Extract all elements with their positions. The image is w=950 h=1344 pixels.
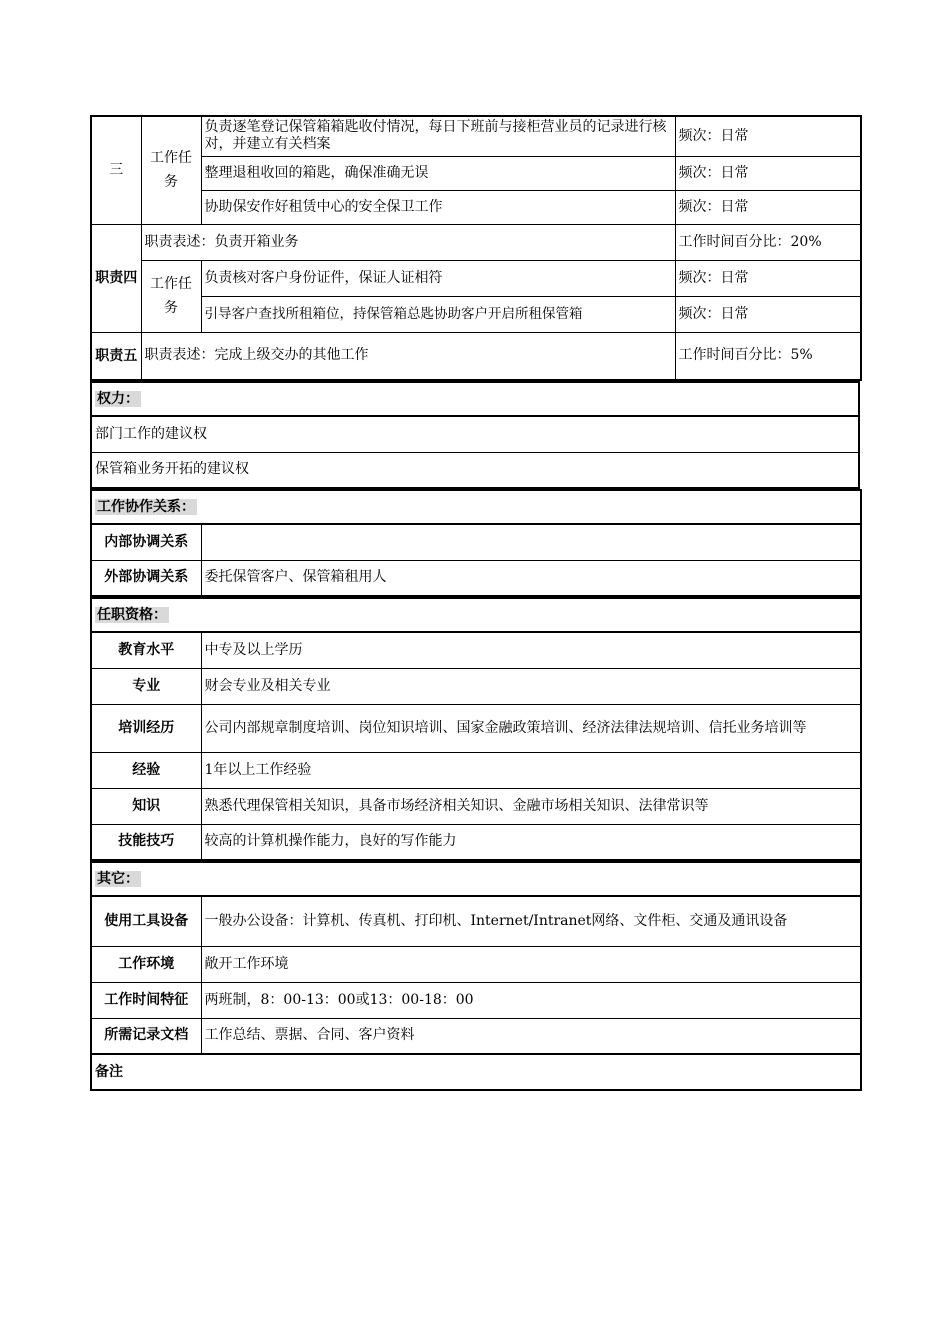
internal-coordination-row (91, 524, 861, 560)
qualification-label: 专业 (91, 668, 201, 704)
external-coordination-row (91, 560, 861, 596)
authority-item-text: 部门工作的建议权 (91, 416, 859, 452)
other-header-row (91, 862, 861, 896)
duty-four-task-text: 引导客户查找所租箱位，持保管箱总匙协助客户开启所租保管箱 (201, 296, 675, 332)
qualification-row (91, 704, 861, 752)
qualification-value: 财会专业及相关专业 (201, 668, 861, 704)
duty-five-statement: 职责表述：完成上级交办的其他工作 (141, 332, 675, 380)
other-row (91, 1018, 861, 1054)
qualification-label: 培训经历 (91, 704, 201, 752)
duty-four-task-row-2 (91, 296, 861, 332)
duty-three-task-freq: 频次：日常 (675, 116, 861, 156)
other-label: 工作环境 (91, 946, 201, 982)
qualifications-section-title (91, 598, 861, 632)
duty-five-label: 职责五 (91, 332, 141, 380)
qualifications-title-text: 任职资格： (97, 606, 167, 623)
other-row (91, 982, 861, 1018)
duties-table (90, 115, 862, 381)
duty-three-task-row-1 (91, 116, 861, 156)
duty-four-task-freq: 频次：日常 (675, 260, 861, 296)
qualification-label: 技能技巧 (91, 824, 201, 860)
duty-three-task-freq: 频次：日常 (675, 190, 861, 224)
duty-three-task-label: 工作任务 (141, 116, 201, 224)
qualification-value: 中专及以上学历 (201, 632, 861, 668)
qualification-value: 公司内部规章制度培训、岗位知识培训、国家金融政策培训、经济法律法规培训、信托业务培训等 (201, 704, 861, 752)
qualification-label: 教育水平 (91, 632, 201, 668)
internal-coordination-label: 内部协调关系 (91, 524, 201, 560)
authority-item (91, 416, 859, 452)
duty-three-task-text: 协助保安作好租赁中心的安全保卫工作 (201, 190, 675, 224)
other-row (91, 896, 861, 946)
duty-four-task-text: 负责核对客户身份证件，保证人证相符 (201, 260, 675, 296)
duty-three-task-freq: 频次：日常 (675, 156, 861, 190)
notes-row (91, 1054, 861, 1090)
qualification-label: 知识 (91, 788, 201, 824)
other-label: 使用工具设备 (91, 896, 201, 946)
qualification-value: 熟悉代理保管相关知识，具备市场经济相关知识、金融市场相关知识、法律常识等 (201, 788, 861, 824)
duty-three-task-row-3 (91, 190, 861, 224)
qualifications-header-row (91, 598, 861, 632)
qualification-row (91, 788, 861, 824)
qualification-label: 经验 (91, 752, 201, 788)
authority-item-text: 保管箱业务开拓的建议权 (91, 452, 859, 488)
other-section-title (91, 862, 861, 896)
authority-title-text: 权力： (97, 390, 139, 407)
qualification-row (91, 752, 861, 788)
duty-four-statement: 职责表述：负责开箱业务 (141, 224, 675, 260)
authority-table (90, 381, 860, 489)
duty-three-task-row-2 (91, 156, 861, 190)
qualification-row (91, 824, 861, 860)
other-table (90, 861, 862, 1091)
external-coordination-label: 外部协调关系 (91, 560, 201, 596)
duty-four-task-freq: 频次：日常 (675, 296, 861, 332)
internal-coordination-value (201, 524, 861, 560)
other-label: 工作时间特征 (91, 982, 201, 1018)
collaboration-header-row (91, 490, 861, 524)
qualification-value: 较高的计算机操作能力，良好的写作能力 (201, 824, 861, 860)
qualifications-table (90, 597, 862, 861)
authority-item (91, 452, 859, 488)
duty-three-label: 三 (91, 116, 141, 224)
duty-three-task-text: 整理退租收回的箱匙，确保准确无误 (201, 156, 675, 190)
other-value: 两班制，8：00-13：00或13：00-18：00 (201, 982, 861, 1018)
external-coordination-value: 委托保管客户、保管箱租用人 (201, 560, 861, 596)
authority-section-title (91, 382, 859, 416)
other-value: 敞开工作环境 (201, 946, 861, 982)
duty-four-label: 职责四 (91, 224, 141, 332)
duty-five-row (91, 332, 861, 380)
qualification-value: 1年以上工作经验 (201, 752, 861, 788)
other-title-text: 其它： (97, 870, 139, 887)
qualification-row (91, 668, 861, 704)
duty-four-percent: 工作时间百分比：20% (675, 224, 861, 260)
duty-five-percent: 工作时间百分比：5% (675, 332, 861, 380)
collaboration-table (90, 489, 862, 597)
notes-title: 备注 (91, 1054, 861, 1090)
authority-header-row (91, 382, 859, 416)
collaboration-title-text: 工作协作关系： (97, 498, 195, 515)
other-value: 一般办公设备：计算机、传真机、打印机、Internet/Intranet网络、文件柜、交通及通讯设备 (201, 896, 861, 946)
duty-four-task-label: 工作任务 (141, 260, 201, 332)
duty-three-task-text: 负责逐笔登记保管箱箱匙收付情况，每日下班前与接柜营业员的记录进行核对，并建立有关档案 (201, 116, 675, 156)
qualification-row (91, 632, 861, 668)
other-label: 所需记录文档 (91, 1018, 201, 1054)
duty-four-task-row-1 (91, 260, 861, 296)
duty-four-statement-row (91, 224, 861, 260)
collaboration-section-title (91, 490, 861, 524)
other-row (91, 946, 861, 982)
other-value: 工作总结、票据、合同、客户资料 (201, 1018, 861, 1054)
job-description-page (90, 115, 860, 1091)
